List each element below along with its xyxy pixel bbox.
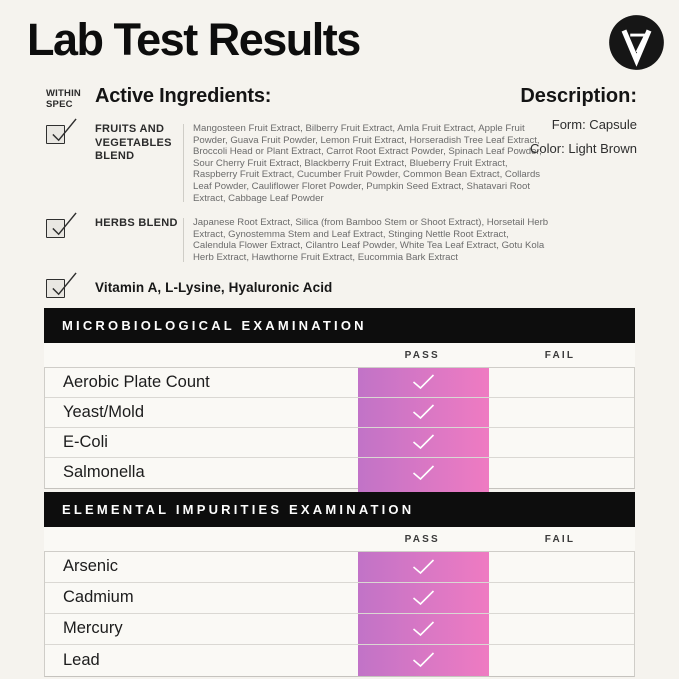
pass-checkmark-icon [358,398,489,427]
exam-title-bar: MICROBIOLOGICAL EXAMINATION [44,308,635,343]
within-spec-checkbox[interactable] [46,279,65,298]
test-name: Lead [63,650,100,669]
ingredient-list: Japanese Root Extract, Silica (from Bamboo Stem or Shoot Extract), Horsetail Herb Extract, Gynostemma Stem and Leaf Extract, Stinging Nettle Root Extract, Calendula Flower Extract, Cilantro Leaf Powder, White Tea Leaf Extract, Gotu Kola Herb Extract, Hawthorne Fruit Extract, Eucommia Bark Extract [193,217,549,263]
divider [183,124,184,202]
active-ingredients-heading: Active Ingredients: [95,85,272,107]
ingredient-group-extra [46,277,679,298]
fail-column-header: FAIL [544,349,576,361]
test-name: E-Coli [63,432,108,451]
description-form: Form: Capsule [551,117,637,132]
fail-column-header: FAIL [544,533,576,545]
checkmark-icon [49,272,78,301]
ingredient-group-label: FRUITS AND VEGETABLES BLEND [95,123,172,162]
test-name: Mercury [63,619,123,638]
checkmark-icon [49,212,78,241]
within-spec-checkbox[interactable] [46,219,65,238]
table-row [45,458,634,488]
exam-tables [44,308,635,677]
ingredient-list: Mangosteen Fruit Extract, Bilberry Fruit Extract, Amla Fruit Extract, Apple Fruit Powder, Guava Fruit Powder, Lemon Fruit Extract, Horseradish Tree Leaf Extract, Broccoli Head or Plant Extract, Carrot Root Extract Powder, Spinach Leaf Powder, Sour Cherry Fruit Extract, Blackberry Fruit Extract, Blueberry Fruit Extract, Raspberry Fruit Extract, Cucumber Fruit Powder, Common Bean Extract, Collards Leaf Powder, Cauliflower Floret Powder, Pumpkin Seed Extract, Shatavari Root Extract, Cabbage Leaf Powder [193,123,542,204]
divider [183,218,184,261]
pass-checkmark-icon [358,614,489,644]
pass-checkmark-icon [358,583,489,613]
description-heading: Description: [520,85,637,107]
table-row [45,614,634,645]
table-row [45,428,634,458]
active-ingredients-section [0,85,679,298]
within-spec-checkbox[interactable] [46,125,65,144]
pass-checkmark-icon [358,552,489,582]
checkmark-icon [49,118,78,147]
result-column-headers [44,343,635,368]
table-row [45,583,634,614]
table-row [45,645,634,676]
test-name: Arsenic [63,557,119,576]
ingredient-group-herbs [46,217,679,263]
result-column-headers [44,527,635,552]
brand-logo-icon [608,14,665,71]
page-header [0,0,679,71]
exam-table-elemental-impurities [44,492,635,677]
pass-checkmark-icon [358,428,489,457]
pass-column-header: PASS [404,349,440,361]
test-name: Aerobic Plate Count [63,372,210,391]
pass-column-header: PASS [404,533,440,545]
test-name: Cadmium [63,588,134,607]
exam-title-bar: ELEMENTAL IMPURITIES EXAMINATION [44,492,635,527]
description-block [520,85,637,156]
test-name: Salmonella [63,463,145,482]
table-row [45,398,634,428]
pass-checkmark-icon [358,458,489,488]
exam-table-microbiological [44,308,635,489]
ingredient-group-label: HERBS BLEND [95,217,178,230]
pass-checkmark-icon [358,645,489,676]
ingredient-list: Vitamin A, L-Lysine, Hyaluronic Acid [95,279,333,295]
test-name: Yeast/Mold [63,402,145,421]
page-title: Lab Test Results [27,14,360,65]
pass-checkmark-icon [358,368,489,397]
table-row [45,552,634,583]
description-color: Color: Light Brown [530,141,637,156]
table-row [45,368,634,398]
within-spec-label: WITHIN SPEC [46,88,81,110]
